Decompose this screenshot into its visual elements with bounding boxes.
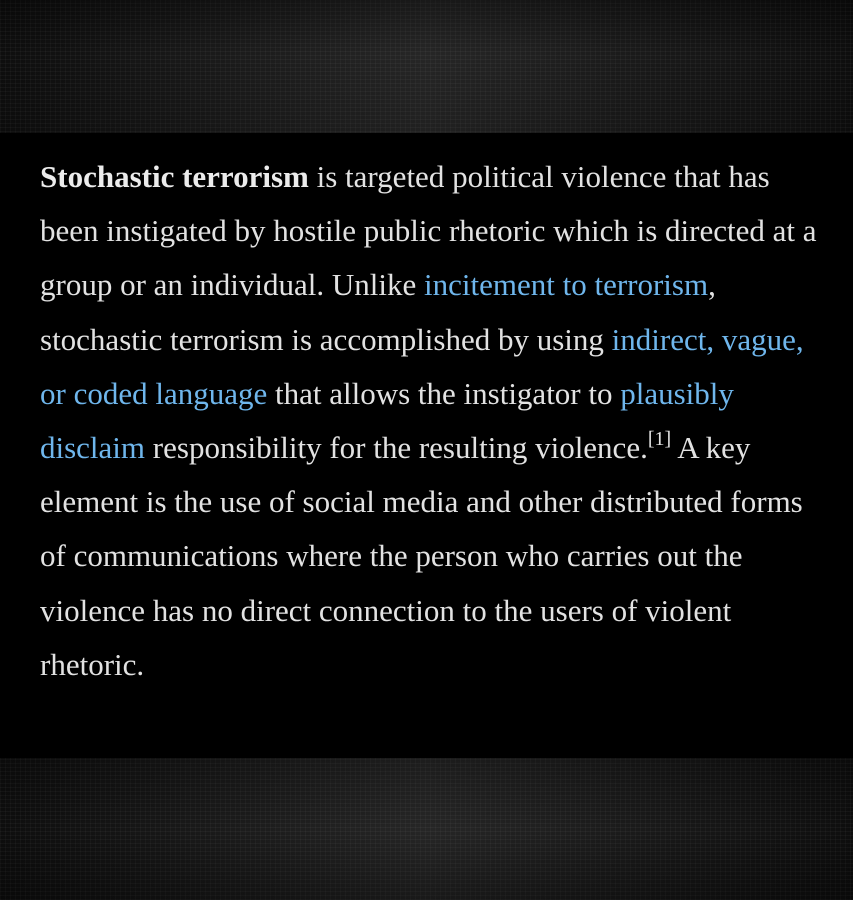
text-segment: that allows the instigator to [267, 375, 621, 411]
article-paragraph [40, 150, 830, 692]
text-segment: is targeted political violence that has been instigated by hostile public rhetoric which is directed at a group or an individual. Unlike [40, 159, 817, 303]
citation-reference-1[interactable]: [1] [647, 428, 672, 451]
text-segment: , stochastic terrorism is accomplished by using [40, 267, 716, 357]
text-segment: A key element is the use of social media and other distributed forms of communications where the person who carries out the violence has no direct connection to the users of violent rhetoric. [40, 430, 803, 682]
link-plausible-deniability[interactable]: plausibly disclaim [40, 375, 734, 466]
link-incitement-to-terrorism[interactable]: incitement to terrorism [424, 267, 709, 303]
article-term: Stochastic terrorism [40, 159, 309, 194]
text-segment: responsibility for the resulting violence. [145, 430, 648, 466]
link-coded-language[interactable]: indirect, vague, or coded language [40, 321, 804, 411]
background-texture-top [0, 0, 853, 133]
background-texture-bottom [0, 758, 853, 900]
